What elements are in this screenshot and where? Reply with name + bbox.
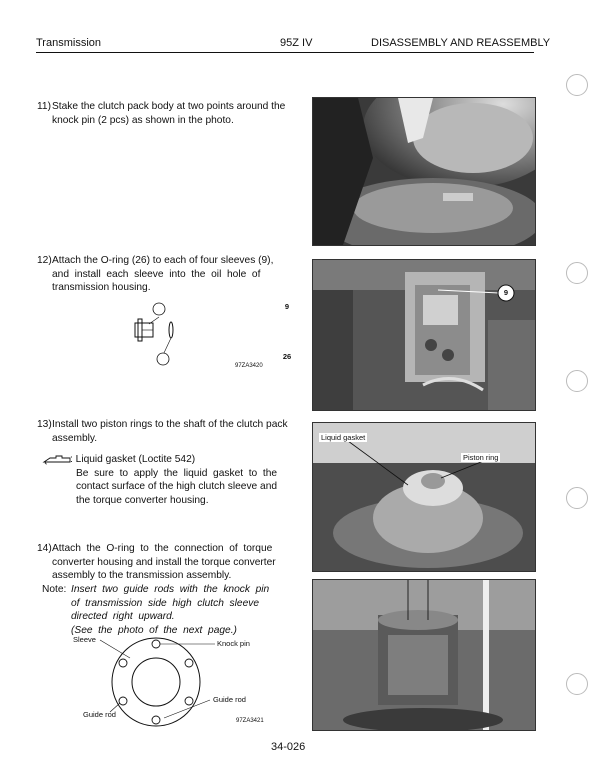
step-text: assembly. xyxy=(52,432,98,444)
note-text: Insert two guide rods with the knock pin xyxy=(71,584,270,595)
photo-label: Piston ring xyxy=(463,453,499,462)
binder-hole xyxy=(566,262,588,284)
sleeve-drawing xyxy=(125,297,275,372)
step-text: contact surface of the high clutch sleeve and xyxy=(76,481,278,492)
callout-label: 9 xyxy=(284,302,290,311)
guide-rod-label: Guide rod xyxy=(213,695,246,704)
step-text: assembly to the transmission assembly. xyxy=(52,570,232,581)
binder-hole xyxy=(566,487,588,509)
gasket-instruction xyxy=(42,453,287,511)
photo-callout: 9 xyxy=(503,288,509,297)
header-section: Transmission xyxy=(36,37,101,49)
step-number: 13) xyxy=(37,419,52,430)
guide-rod-label: Guide rod xyxy=(83,710,116,719)
step-text: transmission housing. xyxy=(52,282,151,293)
step-number: 14) xyxy=(37,543,52,554)
figure-code: 97ZA3421 xyxy=(236,718,264,724)
note-text: directed right upward. xyxy=(71,611,175,622)
step-text: knock pin (2 pcs) as shown in the photo. xyxy=(52,114,234,126)
step-13 xyxy=(37,418,287,446)
step-text: the torque converter housing. xyxy=(76,494,209,506)
step-14 xyxy=(37,542,287,584)
sleeve-label: Sleeve xyxy=(73,635,96,644)
page-number: 34-026 xyxy=(271,741,306,753)
photo-piston-rings xyxy=(312,422,536,572)
photo-clutch-pack xyxy=(312,97,536,246)
binder-hole xyxy=(566,370,588,392)
step-text: Be sure to apply the liquid gasket to the xyxy=(76,467,278,479)
step-number: 11) xyxy=(37,101,51,112)
binder-hole xyxy=(566,673,588,695)
photo-label: Liquid gasket xyxy=(321,433,366,442)
step-text: Stake the clutch pack body at two points around the xyxy=(52,101,286,112)
callout-label: 26 xyxy=(282,352,292,361)
note-text: (See the photo of the next page.) xyxy=(71,624,237,636)
step-number: 12) xyxy=(37,255,52,266)
photo-sleeve-installed xyxy=(312,259,536,411)
note-label: Note: xyxy=(42,584,67,595)
step-text: converter housing and install the torque converter xyxy=(52,556,276,568)
step-12 xyxy=(37,254,287,296)
photo-torque-converter xyxy=(312,579,536,731)
step-11 xyxy=(37,100,287,128)
step-text: and install each sleeve into the oil hole of xyxy=(52,268,261,280)
liquid-gasket-icon xyxy=(42,453,72,465)
gasket-label: : Liquid gasket (Loctite 542) xyxy=(70,454,196,465)
header-chapter: DISASSEMBLY AND REASSEMBLY xyxy=(371,37,551,49)
header-rule xyxy=(36,52,534,53)
binder-hole xyxy=(566,74,588,96)
figure-code: 97ZA3420 xyxy=(235,363,263,369)
step-text: Attach the O-ring (26) to each of four sleeves (9), xyxy=(52,255,274,266)
step-text: Attach the O-ring to the connection of torque xyxy=(52,543,273,554)
note-text: of transmission side high clutch sleeve xyxy=(71,597,259,609)
sleeve-diagram xyxy=(125,297,292,372)
flange-diagram xyxy=(70,630,285,730)
step-text: Install two piston rings to the shaft of the clutch pack xyxy=(52,419,288,430)
header-model: 95Z IV xyxy=(280,37,313,49)
knock-pin-label: Knock pin xyxy=(217,639,250,648)
